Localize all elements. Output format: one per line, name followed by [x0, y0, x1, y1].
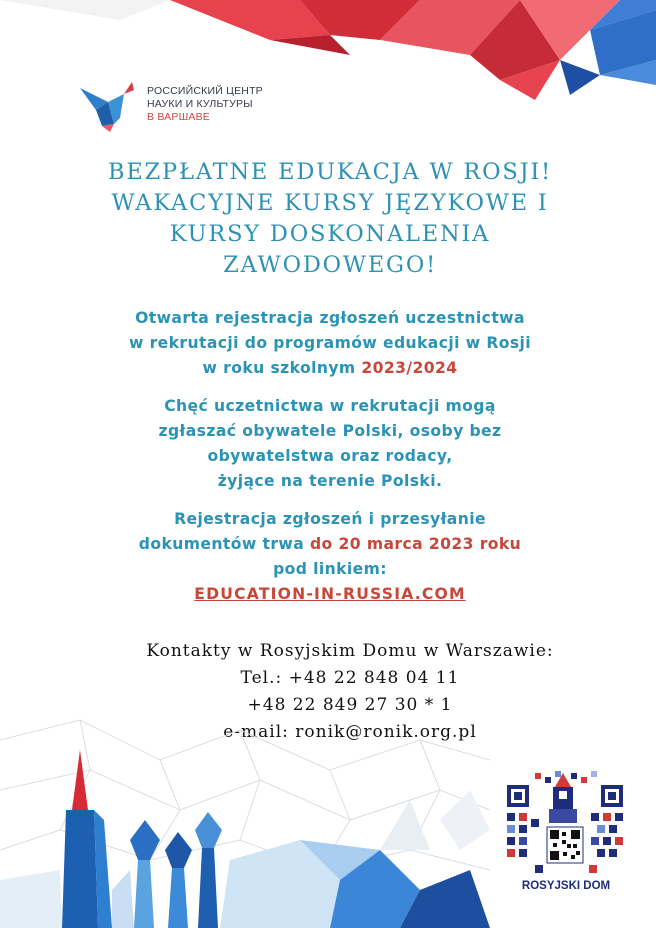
dove-logo-icon — [80, 78, 140, 134]
para2-line-2: zgłaszać obywatele Polski, osoby bez — [158, 422, 502, 440]
para2-line-1: Chęć uczetnictwa w rekrutacji mogą — [164, 397, 496, 415]
rcnk-logo — [80, 78, 300, 138]
logo-line-2: НАУКИ И КУЛЬТУРЫ — [147, 98, 253, 110]
eligibility-paragraph — [60, 394, 600, 494]
para2-line-3: obywatelstwa oraz rodacy, — [207, 447, 453, 465]
qr-code-icon — [505, 769, 627, 877]
para3-line-2-prefix: dokumentów trwa — [138, 535, 310, 553]
contacts-heading: Kontakty w Rosyjskim Domu w Warszawie: — [146, 641, 554, 661]
contacts-email: e-mail: ronik@ronik.org.pl — [223, 722, 477, 742]
para3-line-1: Rejestracja zgłoszeń i przesyłanie — [174, 510, 486, 528]
qr-label: ROSYJSKI DOM — [521, 880, 611, 892]
contacts-tel-1: Tel.: +48 22 848 04 11 — [240, 668, 460, 688]
logo-line-3: В ВАРШАВЕ — [147, 111, 211, 123]
deadline-date: do 20 marca 2023 roku — [309, 535, 522, 553]
contacts-tel-2: +48 22 849 27 30 * 1 — [247, 695, 453, 715]
school-year: 2023/2024 — [361, 359, 458, 377]
para1-line-2: w rekrutacji do programów edukacji w Rosji — [128, 334, 532, 352]
registration-paragraph — [60, 306, 600, 381]
deadline-paragraph — [60, 507, 600, 607]
para2-line-4: żyjące na terenie Polski. — [217, 472, 443, 490]
para1-line-3 — [60, 356, 600, 381]
para3-line-2 — [60, 532, 600, 557]
logo-line-1: РОССИЙСКИЙ ЦЕНТР — [147, 85, 263, 97]
para3-line-3: pod linkiem: — [273, 560, 387, 578]
headline — [60, 157, 600, 281]
para1-line-1: Otwarta rejestracja zgłoszeń uczestnictwa — [135, 309, 525, 327]
headline-line-3: KURSY DOSKONALENIA — [169, 221, 491, 247]
para1-line-3-prefix: w roku szkolnym — [202, 359, 362, 377]
headline-line-4: ZAWODOWEGO! — [223, 252, 437, 278]
headline-line-1: BEZPŁATNE EDUKACJA W ROSJI! — [108, 159, 552, 185]
headline-line-2: WAKACYJNE KURSY JĘZYKOWE I — [111, 190, 549, 216]
qr-code-card[interactable] — [493, 757, 639, 905]
education-link[interactable]: EDUCATION-IN-RUSSIA.COM — [194, 585, 466, 603]
